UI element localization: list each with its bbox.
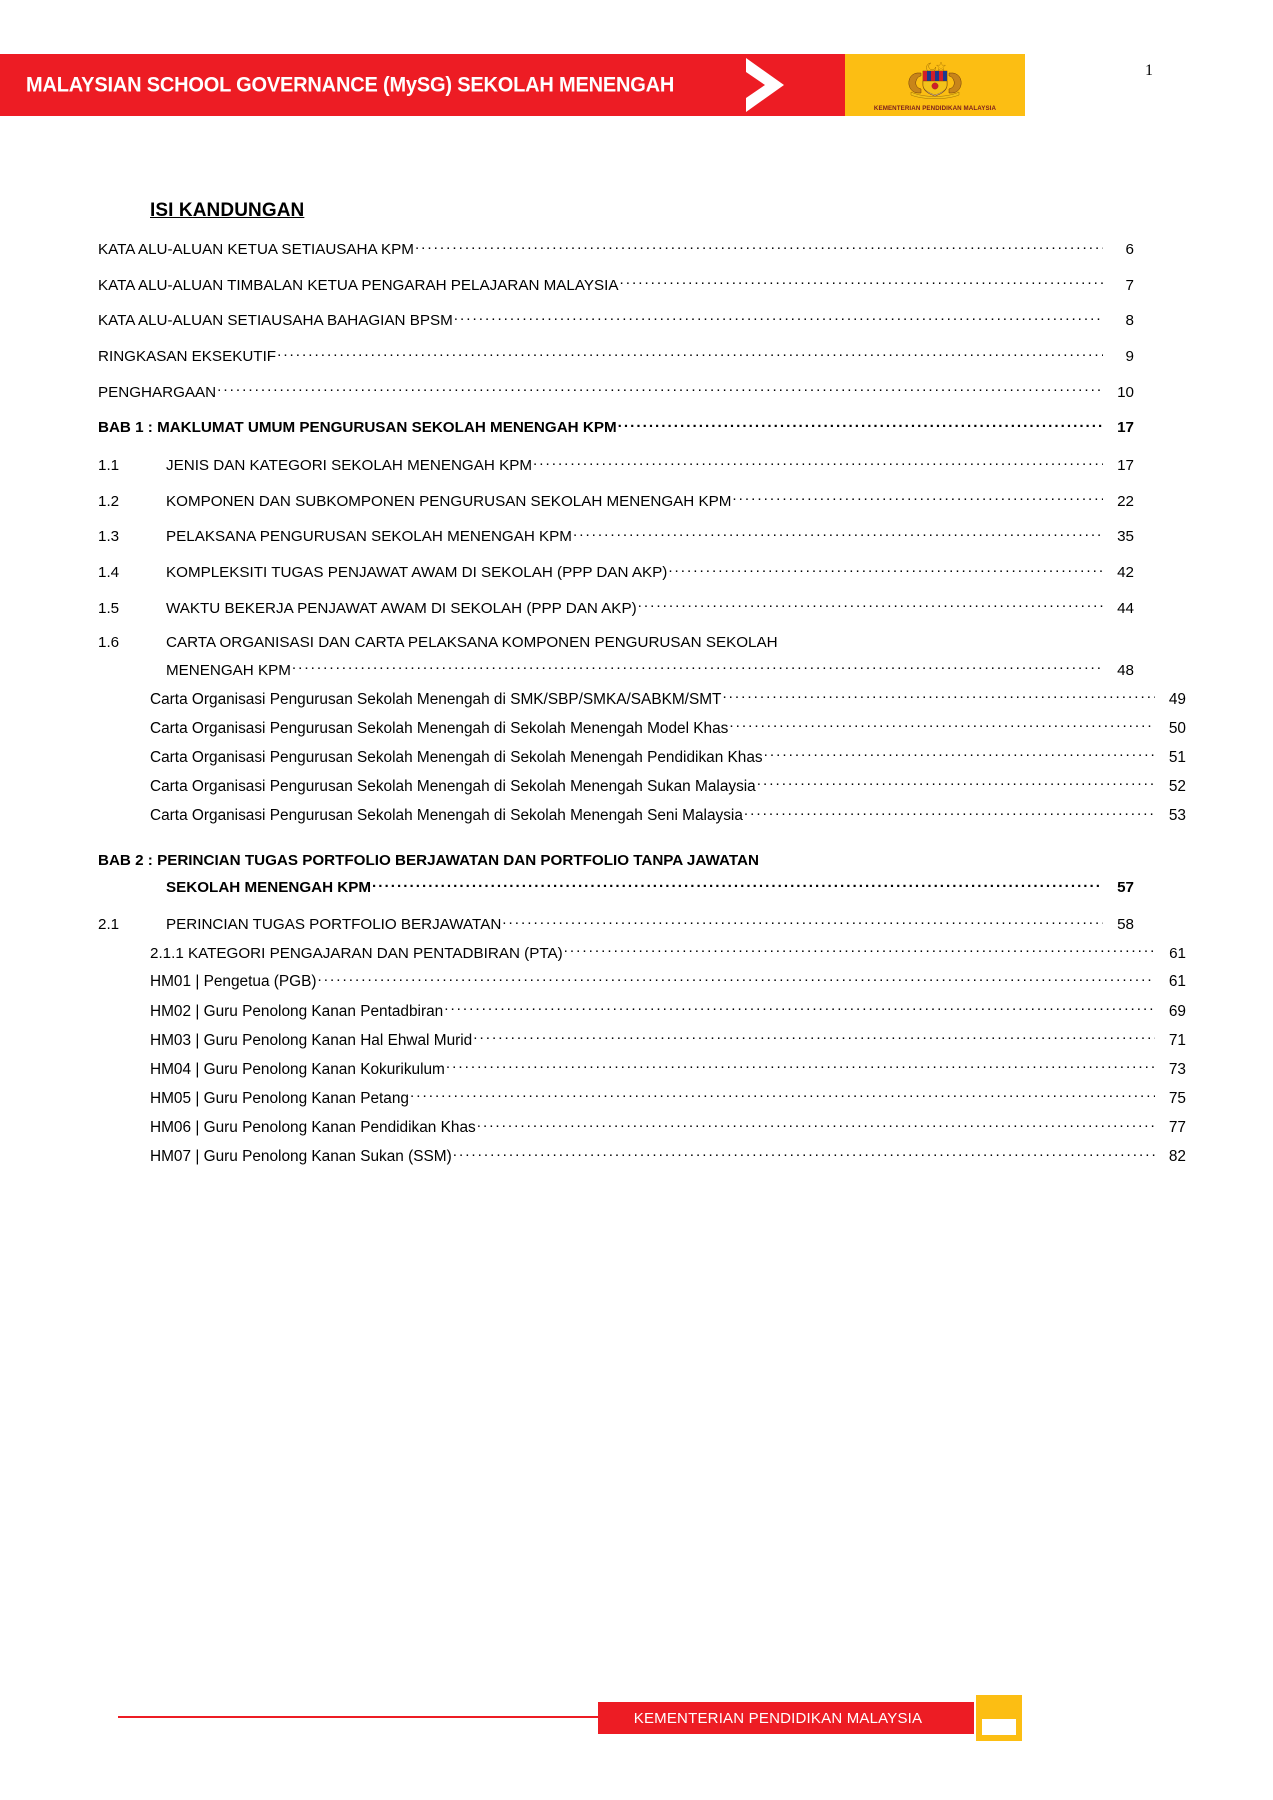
toc-entry-label: Carta Organisasi Pengurusan Sekolah Menengah di Sekolah Menengah Pendidikan Khas: [150, 748, 763, 766]
dot-leader: [454, 310, 1103, 325]
toc-entry[interactable]: [98, 562, 1134, 583]
toc-entry-page: 7: [1125, 276, 1134, 294]
toc-entry-number: 1.6: [98, 634, 120, 652]
toc-entry-1-6-line2[interactable]: [98, 660, 1134, 681]
toc-subentry-carta[interactable]: [150, 775, 1186, 796]
footer-red-bar: [598, 1702, 958, 1734]
toc-entry[interactable]: [98, 310, 1134, 331]
dot-leader: [292, 660, 1103, 675]
toc-subentry-carta[interactable]: [150, 805, 1186, 826]
toc-entry-label: PELAKSANA PENGURUSAN SEKOLAH MENENGAH KPM: [166, 528, 572, 546]
chevron-right-icon: [738, 54, 808, 116]
page-number: 1: [1145, 62, 1153, 79]
toc-entry-page: 82: [1168, 1148, 1186, 1166]
toc-entry-page: 52: [1168, 777, 1186, 795]
dot-leader: [722, 688, 1155, 703]
toc-entry-2-1-1[interactable]: [150, 942, 1186, 963]
toc-entry-label: HM03 | Guru Penolong Kanan Hal Ehwal Murid: [150, 1031, 473, 1049]
toc-entry-label: KOMPONEN DAN SUBKOMPONEN PENGURUSAN SEKOLAH MENENGAH KPM: [166, 492, 732, 510]
dot-leader: [744, 805, 1155, 820]
toc-entry-label: KATA ALU-ALUAN TIMBALAN KETUA PENGARAH PELAJARAN MALAYSIA: [98, 276, 619, 294]
dot-leader: [533, 455, 1103, 470]
dot-leader: [415, 239, 1103, 254]
toc-subentry-carta[interactable]: [150, 688, 1186, 709]
toc-entry-label: PENGHARGAAN: [98, 383, 217, 401]
toc-entry-page: 44: [1117, 599, 1134, 617]
dot-leader: [638, 597, 1103, 612]
toc-entry-page: 49: [1168, 690, 1186, 708]
toc-entry-label: KATA ALU-ALUAN KETUA SETIAUSAHA KPM: [98, 241, 414, 259]
footer-yellow-square-fill: [976, 1695, 1022, 1719]
toc-entry-page: 77: [1168, 1119, 1186, 1136]
toc-entry[interactable]: [98, 382, 1134, 403]
toc-entry-label: Carta Organisasi Pengurusan Sekolah Menengah di SMK/SBP/SMKA/SABKM/SMT: [150, 690, 722, 708]
dot-leader: [619, 275, 1103, 290]
toc-entry-page: 17: [1117, 457, 1134, 475]
toc-entry-page: 35: [1117, 528, 1134, 546]
dot-leader: [277, 346, 1103, 361]
footer-divider-line: [118, 1716, 598, 1718]
toc-entry-page: 53: [1168, 806, 1186, 824]
toc-entry-number: 1.4: [98, 563, 120, 581]
page-footer: [0, 1690, 1273, 1760]
toc-entry-label: BAB 2 : PERINCIAN TUGAS PORTFOLIO BERJAWATAN DAN PORTFOLIO TANPA JAWATAN: [98, 851, 759, 869]
dot-leader: [757, 775, 1155, 790]
toc-entry-label: Carta Organisasi Pengurusan Sekolah Menengah di Sekolah Menengah Sukan Malaysia: [150, 777, 756, 795]
toc-entry-page: 17: [1117, 419, 1134, 437]
dot-leader: [573, 526, 1103, 541]
toc-entry-page: 61: [1168, 973, 1186, 991]
dot-leader: [473, 1029, 1155, 1044]
toc-entry-label: PERINCIAN TUGAS PORTFOLIO BERJAWATAN: [166, 915, 502, 933]
toc-subentry-hm[interactable]: [150, 1117, 1186, 1138]
toc-entry-page: 48: [1117, 661, 1134, 679]
toc-entry-page: 50: [1168, 719, 1186, 737]
toc-entry-page: 22: [1117, 492, 1134, 510]
toc-subentry-hm[interactable]: [150, 971, 1186, 992]
toc-entry-page: 9: [1125, 348, 1134, 366]
dot-leader: [217, 382, 1103, 397]
toc-subentry-carta[interactable]: [150, 717, 1186, 738]
toc-entry-page: 10: [1117, 383, 1134, 401]
toc-chapter-heading-bab2-line1[interactable]: [98, 851, 1134, 870]
toc-entry-label: Carta Organisasi Pengurusan Sekolah Menengah di Sekolah Menengah Model Khas: [150, 719, 729, 737]
dot-leader: [564, 942, 1155, 957]
toc-entry-label: KATA ALU-ALUAN SETIAUSAHA BAHAGIAN BPSM: [98, 312, 453, 330]
toc-subentry-hm[interactable]: [150, 1029, 1186, 1050]
malaysia-coat-of-arms-icon: [903, 59, 967, 99]
toc-entry[interactable]: [98, 597, 1134, 618]
toc-entry-page: 75: [1168, 1089, 1186, 1107]
toc-entry-number: 1.5: [98, 599, 120, 617]
footer-ministry-label: KEMENTERIAN PENDIDIKAN MALAYSIA: [633, 1709, 923, 1727]
dot-leader: [729, 717, 1155, 732]
dot-leader: [372, 877, 1103, 892]
toc-chapter-heading-bab2-line2[interactable]: [98, 877, 1134, 898]
dot-leader: [453, 1146, 1155, 1161]
toc-entry-page: 51: [1168, 748, 1186, 766]
dot-leader: [502, 914, 1103, 929]
toc-entry-label: Carta Organisasi Pengurusan Sekolah Menengah di Sekolah Menengah Seni Malaysia: [150, 806, 743, 824]
footer-red-block: [958, 1702, 974, 1734]
toc-subentry-hm[interactable]: [150, 1146, 1186, 1167]
toc-entry-label: CARTA ORGANISASI DAN CARTA PELAKSANA KOMPONEN PENGURUSAN SEKOLAH: [166, 634, 778, 652]
dot-leader: [410, 1088, 1155, 1103]
toc-subentry-hm[interactable]: [150, 1000, 1186, 1021]
toc-entry-label: 2.1.1 KATEGORI PENGAJARAN DAN PENTADBIRAN (PTA): [150, 944, 563, 962]
toc-entry-label: SEKOLAH MENENGAH KPM: [166, 879, 372, 897]
toc-entry-page: 42: [1117, 563, 1134, 581]
header-banner-title: MALAYSIAN SCHOOL GOVERNANCE (MySG) SEKOLAH MENENGAH: [26, 72, 675, 97]
toc-entry-label: HM06 | Guru Penolong Kanan Pendidikan Khas: [150, 1119, 476, 1136]
toc-entry-page: 57: [1117, 879, 1134, 897]
toc-entry[interactable]: [98, 275, 1134, 296]
toc-entry-label: KOMPLEKSITI TUGAS PENJAWAT AWAM DI SEKOLAH (PPP DAN AKP): [166, 563, 668, 581]
dot-leader: [446, 1058, 1155, 1073]
toc-entry-page: 61: [1169, 944, 1186, 962]
toc-entry-label: JENIS DAN KATEGORI SEKOLAH MENENGAH KPM: [166, 457, 532, 475]
toc-entry-number: 1.3: [98, 528, 120, 546]
toc-entry[interactable]: [98, 526, 1134, 547]
page-title: ISI KANDUNGAN: [150, 200, 305, 221]
dot-leader: [764, 746, 1155, 761]
dot-leader: [444, 1000, 1155, 1015]
toc-subentry-carta[interactable]: [150, 746, 1186, 767]
toc-entry-number: 1.2: [98, 492, 120, 510]
crest-caption: KEMENTERIAN PENDIDIKAN MALAYSIA: [873, 105, 997, 112]
dot-leader: [477, 1117, 1155, 1132]
page-header-banner: [0, 54, 1081, 116]
toc-entry-label: HM02 | Guru Penolong Kanan Pentadbiran: [150, 1002, 444, 1020]
toc-entry-number: 2.1: [98, 915, 120, 933]
toc-entry-label: HM07 | Guru Penolong Kanan Sukan (SSM): [150, 1148, 452, 1166]
toc-entry-1-6-line1[interactable]: [98, 633, 1134, 652]
toc-chapter-heading-bab1[interactable]: [98, 417, 1134, 438]
toc-entry-page: 69: [1168, 1002, 1186, 1020]
toc-entry[interactable]: [98, 490, 1134, 511]
toc-entry[interactable]: [98, 455, 1134, 476]
toc-entry-page: 6: [1125, 241, 1134, 259]
toc-entry[interactable]: [98, 346, 1134, 367]
toc-entry-page: 58: [1117, 915, 1134, 933]
dot-leader: [318, 971, 1155, 986]
toc-entry-2-1[interactable]: [98, 914, 1134, 935]
toc-entry-label: HM04 | Guru Penolong Kanan Kokurikulum: [150, 1060, 445, 1078]
dot-leader: [618, 417, 1103, 432]
toc-entry-label: HM05 | Guru Penolong Kanan Petang: [150, 1089, 409, 1107]
toc-subentry-hm[interactable]: [150, 1088, 1186, 1109]
toc-entry-label: RINGKASAN EKSEKUTIF: [98, 348, 277, 366]
header-yellow-bar: [845, 54, 1025, 116]
toc-entry-label: HM01 | Pengetua (PGB): [150, 973, 317, 991]
toc-subentry-hm[interactable]: [150, 1058, 1186, 1079]
toc-entry-page: 73: [1168, 1060, 1186, 1078]
toc-entry[interactable]: [98, 239, 1134, 260]
toc-entry-page: 8: [1125, 312, 1134, 330]
header-red-bar: [0, 54, 845, 116]
toc-entry-page: 71: [1168, 1031, 1186, 1049]
toc-content: [98, 200, 1186, 1175]
toc-entry-label: BAB 1 : MAKLUMAT UMUM PENGURUSAN SEKOLAH MENENGAH KPM: [98, 419, 617, 437]
toc-entry-label: MENENGAH KPM: [166, 661, 291, 679]
toc-entry-number: 1.1: [98, 457, 120, 475]
dot-leader: [668, 562, 1103, 577]
toc-entry-label: WAKTU BEKERJA PENJAWAT AWAM DI SEKOLAH (PPP DAN AKP): [166, 599, 637, 617]
dot-leader: [732, 490, 1103, 505]
